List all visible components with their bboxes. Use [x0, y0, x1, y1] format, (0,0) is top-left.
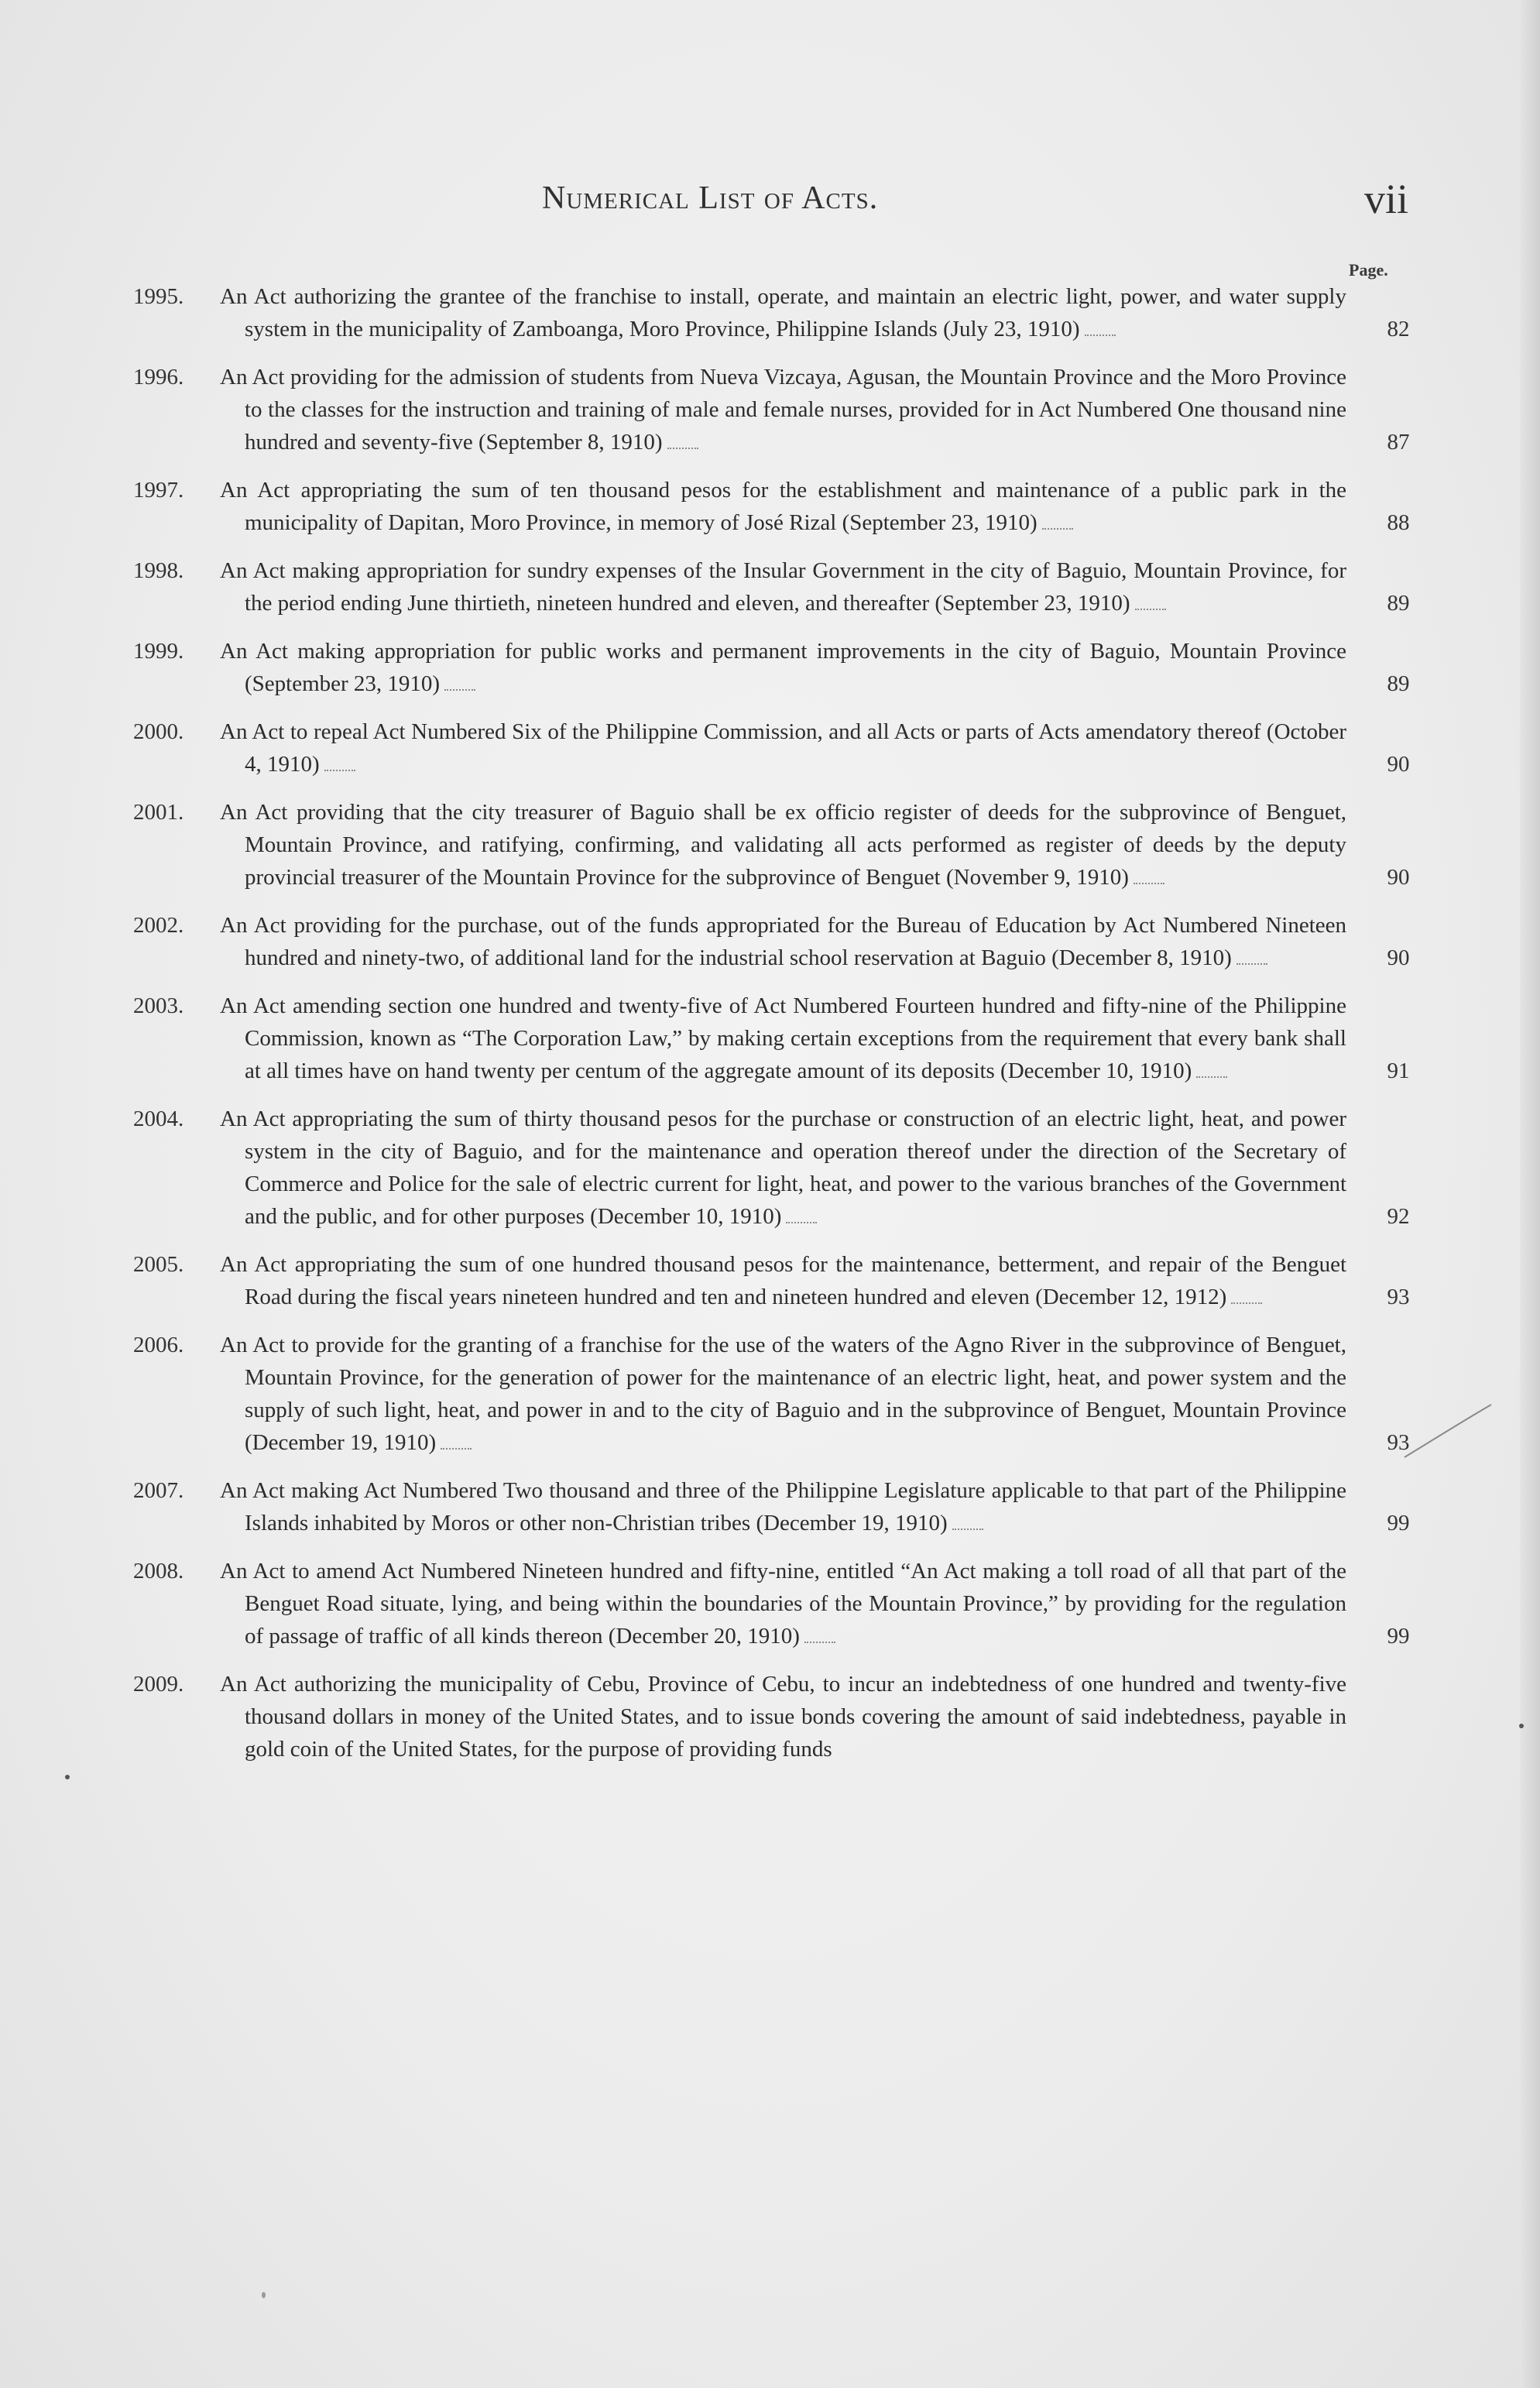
page-folio: vii: [1364, 176, 1409, 222]
act-page-number: 90: [1387, 752, 1410, 777]
act-description: An Act to repeal Act Numbered Six of the Philippine Commission, and all Acts or parts of Acts amendatory thereof (October 4, 1910): [220, 719, 1346, 777]
act-number: 2001.: [133, 800, 184, 825]
act-description: An Act providing for the purchase, out of the funds appropriated for the Bureau of Education by Act Numbered Nineteen hundred and ninety-two, of additional land for the industrial school reservation at Baguio (December 8, 1910): [220, 913, 1346, 970]
act-entry: [0, 361, 1540, 458]
act-number: 1997.: [133, 478, 184, 503]
act-entry: [0, 554, 1540, 619]
act-description: An Act appropriating the sum of thirty thousand pesos for the purchase or construction of an electric light, heat, and power system in the city of Baguio, and for the maintenance and operation thereof under the direction of the Secretary of Commerce and Police for the sale of electric current for light, heat, and power to the various branches of the Government and the public, and for other purposes (December 10, 1910): [220, 1107, 1346, 1229]
dot-leader: [786, 1222, 817, 1223]
act-entry: [0, 1668, 1540, 1765]
ink-speck: [1519, 1724, 1524, 1728]
ink-speck: [262, 2292, 266, 2298]
act-number: 2004.: [133, 1107, 184, 1131]
dot-leader: [324, 770, 355, 771]
act-description: An Act to provide for the granting of a franchise for the use of the waters of the Agno River in the subprovince of Benguet, Mountain Province, for the generation of power for the maintenance of an electric light, heat, and power system and the supply of such light, heat, and power in and to the city of Baguio and in the subprovince of Benguet, Mountain Province (December 19, 1910): [220, 1333, 1346, 1455]
act-page-number: 91: [1387, 1058, 1410, 1083]
dot-leader: [804, 1642, 835, 1643]
act-number: 2008.: [133, 1559, 184, 1583]
act-number: 2003.: [133, 993, 184, 1018]
act-description: An Act making Act Numbered Two thousand and three of the Philippine Legislature applicable to that part of the Philippine Islands inhabited by Moros or other non-Christian tribes (December 19, 1910): [220, 1478, 1346, 1535]
dot-leader: [444, 689, 475, 691]
act-page-number: 99: [1387, 1624, 1410, 1649]
dot-leader: [667, 448, 698, 449]
act-entry: [0, 635, 1540, 700]
act-number: 2000.: [133, 719, 184, 744]
act-description: An Act providing that the city treasurer of Baguio shall be ex officio register of deeds for the subprovince of Benguet, Mountain Province, and ratifying, confirming, and validating all acts performed as register of deeds by the deputy provincial treasurer of the Mountain Province for the subprovince of Benguet (November 9, 1910): [220, 800, 1346, 890]
pencil-mark: [1401, 1402, 1494, 1463]
act-description: An Act appropriating the sum of ten thousand pesos for the establishment and maintenance of a public park in the municipality of Dapitan, Moro Province, in memory of José Rizal (September 23, 1910): [220, 478, 1346, 535]
act-number: 2007.: [133, 1478, 184, 1503]
dot-leader: [1236, 963, 1267, 965]
act-description: An Act to amend Act Numbered Nineteen hundred and fifty-nine, entitled “An Act making a toll road of all that part of the Benguet Road situate, lying, and being within the boundaries of the Mountain Province,” by providing for the regulation of passage of traffic of all kinds thereon (December 20, 1910): [220, 1559, 1346, 1649]
dot-leader: [1042, 528, 1073, 530]
act-number: 2005.: [133, 1252, 184, 1277]
act-entry: [0, 715, 1540, 781]
act-number: 1995.: [133, 284, 184, 309]
act-entry: [0, 909, 1540, 974]
dot-leader: [952, 1529, 983, 1530]
page-column-label: Page.: [1349, 260, 1388, 280]
act-entry: [0, 1474, 1540, 1539]
act-entry: [0, 280, 1540, 345]
act-page-number: 93: [1387, 1285, 1410, 1309]
page-title: Numerical List of Acts.: [542, 180, 879, 216]
act-page-number: 89: [1387, 671, 1410, 696]
act-page-number: 88: [1387, 510, 1410, 535]
act-entry: [0, 1329, 1540, 1459]
act-description: An Act appropriating the sum of one hundred thousand pesos for the maintenance, betterment, and repair of the Benguet Road during the fiscal years nineteen hundred and ten and nineteen hundred and eleven (December 12, 1912): [220, 1252, 1346, 1309]
act-entry: [0, 1103, 1540, 1233]
act-description: An Act authorizing the grantee of the franchise to install, operate, and maintain an electric light, power, and water supply system in the municipality of Zamboanga, Moro Province, Philippine Islands (July 23, 1910): [220, 284, 1346, 341]
act-entry: [0, 1555, 1540, 1652]
act-number: 2009.: [133, 1672, 184, 1697]
acts-list: [0, 280, 1540, 1781]
act-entry: [0, 1248, 1540, 1313]
dot-leader: [1085, 335, 1116, 336]
act-description: An Act making appropriation for public works and permanent improvements in the city of Baguio, Mountain Province (September 23, 1910): [220, 639, 1346, 696]
dot-leader: [1135, 609, 1166, 610]
act-number: 2006.: [133, 1333, 184, 1357]
running-head: [0, 176, 1540, 242]
act-page-number: 82: [1387, 317, 1410, 341]
act-number: 1998.: [133, 558, 184, 583]
act-entry: [0, 474, 1540, 539]
act-page-number: 92: [1387, 1204, 1410, 1229]
act-page-number: 90: [1387, 865, 1410, 890]
act-page-number: 90: [1387, 945, 1410, 970]
dot-leader: [441, 1448, 472, 1450]
act-page-number: 99: [1387, 1511, 1410, 1535]
act-page-number: 93: [1387, 1430, 1410, 1455]
act-number: 1999.: [133, 639, 184, 664]
dot-leader: [1134, 883, 1164, 884]
act-page-number: 87: [1387, 430, 1410, 455]
act-number: 1996.: [133, 365, 184, 389]
dot-leader: [1231, 1302, 1262, 1304]
ink-speck: [65, 1775, 70, 1779]
act-number: 2002.: [133, 913, 184, 938]
act-page-number: 89: [1387, 591, 1410, 616]
act-description: An Act providing for the admission of students from Nueva Vizcaya, Agusan, the Mountain Province and the Moro Province to the classes for the instruction and training of male and female nurses, provided for in Act Numbered One thousand nine hundred and seventy-five (September 8, 1910): [220, 365, 1346, 455]
act-description: An Act making appropriation for sundry expenses of the Insular Government in the city of Baguio, Mountain Province, for the period ending June thirtieth, nineteen hundred and eleven, and thereafter (September 23, 1910): [220, 558, 1346, 616]
dot-leader: [1196, 1076, 1227, 1078]
act-entry: [0, 990, 1540, 1087]
act-description: An Act authorizing the municipality of Cebu, Province of Cebu, to incur an indebtedness of one hundred and twenty-five thousand dollars in money of the United States, and to issue bonds covering the amount of said indebtedness, payable in gold coin of the United States, for the purpose of providing funds: [220, 1672, 1346, 1762]
act-entry: [0, 796, 1540, 894]
act-description: An Act amending section one hundred and twenty-five of Act Numbered Fourteen hundred and fifty-nine of the Philippine Commission, known as “The Corporation Law,” by making certain exceptions from the requirement that every bank shall at all times have on hand twenty per centum of the aggregate amount of its deposits (December 10, 1910): [220, 993, 1346, 1083]
